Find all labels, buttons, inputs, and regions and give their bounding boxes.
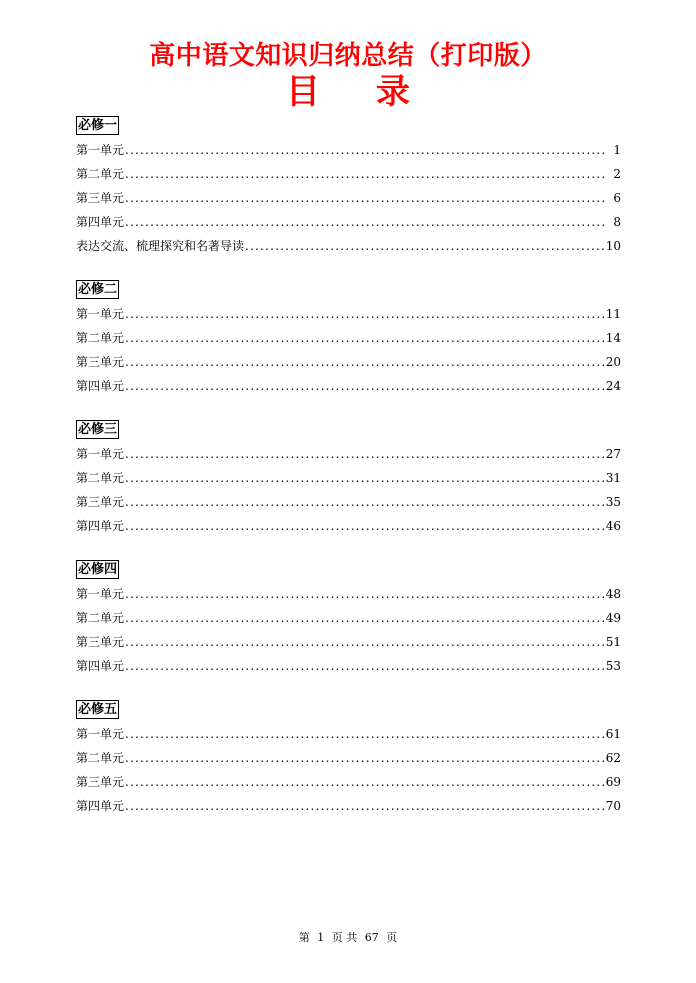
toc-entry[interactable] — [76, 302, 621, 326]
toc-entry-label: 第一单元 — [76, 727, 125, 741]
dot-leader — [125, 138, 606, 162]
footer-total-pages: 67 — [364, 931, 379, 944]
page-footer — [0, 930, 696, 946]
toc-heading-right: 录 — [376, 72, 410, 112]
toc-entry[interactable] — [76, 234, 621, 258]
toc-entry-label: 第三单元 — [76, 191, 125, 205]
toc-entry-label: 第三单元 — [76, 355, 125, 369]
section-heading: 必修二 — [78, 282, 118, 297]
dot-leader — [125, 770, 605, 794]
footer-suffix: 页 — [386, 931, 398, 944]
dot-leader — [125, 210, 606, 234]
footer-current-page: 1 — [317, 931, 325, 944]
toc-entry-label: 第四单元 — [76, 215, 125, 229]
toc-entry-page: 53 — [605, 659, 621, 673]
toc-entry-page: 48 — [605, 587, 621, 601]
toc-entry-label: 第一单元 — [76, 307, 125, 321]
toc-section — [76, 698, 621, 818]
toc-entry-page: 69 — [605, 775, 621, 789]
document-title: 高中语文知识归纳总结（打印版） — [149, 41, 547, 71]
toc-entry[interactable] — [76, 442, 621, 466]
toc-heading — [0, 70, 696, 114]
dot-leader — [125, 582, 605, 606]
toc-entry-page: 35 — [605, 495, 621, 509]
toc-entry-label: 第四单元 — [76, 519, 125, 533]
dot-leader — [125, 654, 605, 678]
toc-entry[interactable] — [76, 582, 621, 606]
toc-entry[interactable] — [76, 794, 621, 818]
section-heading: 必修一 — [78, 118, 118, 133]
footer-prefix: 第 — [298, 931, 310, 944]
dot-leader — [125, 490, 605, 514]
toc-entry[interactable] — [76, 654, 621, 678]
toc-entry-page: 1 — [613, 143, 621, 157]
toc-entry-label: 第四单元 — [76, 379, 125, 393]
dot-leader — [125, 186, 606, 210]
section-heading: 必修五 — [78, 702, 118, 717]
toc-entry-page: 51 — [605, 635, 621, 649]
dot-leader — [125, 746, 605, 770]
toc-entry-page: 31 — [605, 471, 621, 485]
toc-entry[interactable] — [76, 162, 621, 186]
toc-entry-label: 第二单元 — [76, 331, 125, 345]
toc-entry-page: 10 — [605, 239, 621, 253]
dot-leader — [125, 374, 605, 398]
table-of-contents — [76, 114, 621, 838]
toc-entry-page: 27 — [605, 447, 621, 461]
toc-entry[interactable] — [76, 630, 621, 654]
toc-entry[interactable] — [76, 374, 621, 398]
toc-entry-label: 第三单元 — [76, 775, 125, 789]
toc-entry-page: 70 — [605, 799, 621, 813]
toc-entry[interactable] — [76, 606, 621, 630]
toc-entry[interactable] — [76, 186, 621, 210]
dot-leader — [125, 794, 605, 818]
toc-entry-label: 第三单元 — [76, 635, 125, 649]
footer-middle: 页 共 — [331, 931, 358, 944]
toc-entry[interactable] — [76, 746, 621, 770]
toc-entry-label: 第二单元 — [76, 471, 125, 485]
toc-entry-page: 14 — [605, 331, 621, 345]
toc-entry-page: 62 — [605, 751, 621, 765]
dot-leader — [125, 302, 605, 326]
toc-heading-left: 目 — [286, 72, 320, 112]
toc-entry-label: 第一单元 — [76, 447, 125, 461]
toc-section — [76, 558, 621, 678]
dot-leader — [125, 466, 605, 490]
toc-entry-page: 24 — [605, 379, 621, 393]
toc-entry[interactable] — [76, 466, 621, 490]
toc-entry-page: 46 — [605, 519, 621, 533]
toc-entry-label: 第三单元 — [76, 495, 125, 509]
toc-entry-page: 11 — [605, 307, 621, 321]
toc-entry[interactable] — [76, 514, 621, 538]
dot-leader — [125, 350, 605, 374]
toc-entry-label: 表达交流、梳理探究和名著导读 — [76, 239, 245, 253]
toc-entry-page: 8 — [613, 215, 621, 229]
toc-entry[interactable] — [76, 722, 621, 746]
toc-entry-label: 第四单元 — [76, 659, 125, 673]
toc-entry[interactable] — [76, 210, 621, 234]
dot-leader — [125, 162, 606, 186]
toc-entry[interactable] — [76, 350, 621, 374]
dot-leader — [125, 442, 605, 466]
toc-entry-label: 第一单元 — [76, 143, 125, 157]
toc-entry[interactable] — [76, 770, 621, 794]
section-heading: 必修三 — [78, 422, 118, 437]
dot-leader — [125, 722, 605, 746]
dot-leader — [245, 234, 605, 258]
toc-entry-page: 6 — [613, 191, 621, 205]
toc-entry-label: 第四单元 — [76, 799, 125, 813]
toc-section — [76, 114, 621, 258]
dot-leader — [125, 606, 605, 630]
toc-entry[interactable] — [76, 490, 621, 514]
toc-entry[interactable] — [76, 326, 621, 350]
dot-leader — [125, 630, 605, 654]
toc-entry-label: 第一单元 — [76, 587, 125, 601]
toc-section — [76, 418, 621, 538]
toc-entry-label: 第二单元 — [76, 611, 125, 625]
toc-entry-page: 2 — [613, 167, 621, 181]
toc-entry-page: 49 — [605, 611, 621, 625]
toc-entry-page: 20 — [605, 355, 621, 369]
toc-entry-page: 61 — [605, 727, 621, 741]
toc-section — [76, 278, 621, 398]
dot-leader — [125, 514, 605, 538]
section-heading: 必修四 — [78, 562, 118, 577]
toc-entry-label: 第二单元 — [76, 167, 125, 181]
dot-leader — [125, 326, 605, 350]
toc-entry[interactable] — [76, 138, 621, 162]
toc-entry-label: 第二单元 — [76, 751, 125, 765]
